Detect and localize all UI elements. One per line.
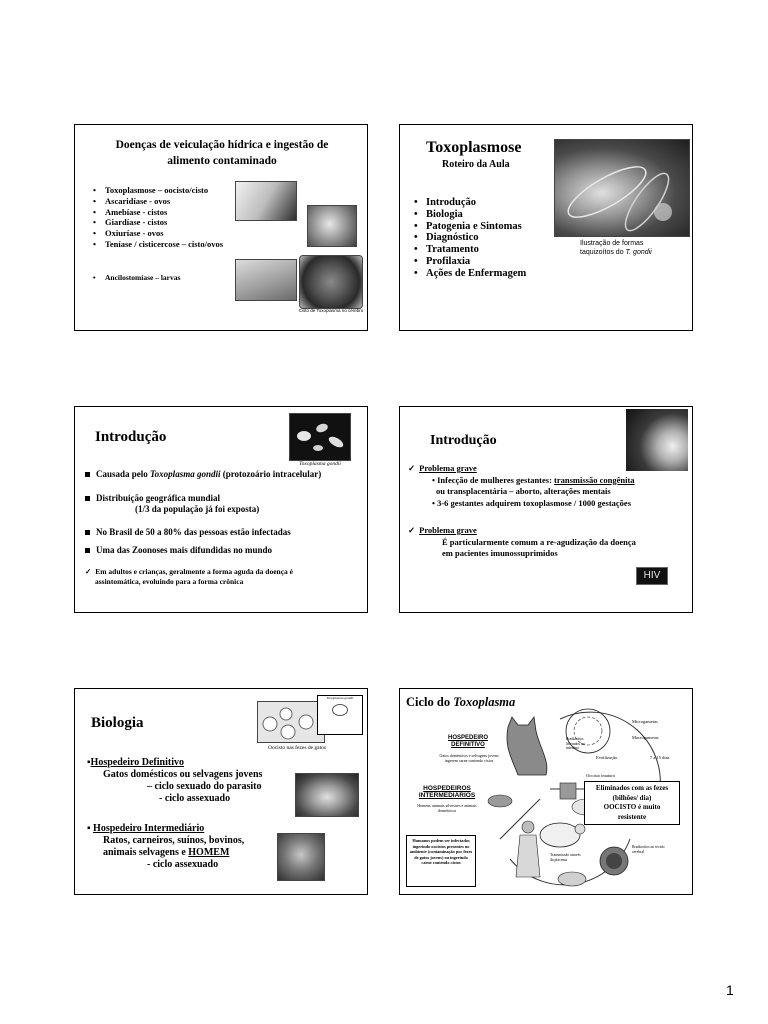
- list-item: • Oxiuríase - ovos: [91, 228, 223, 239]
- toxoplasma-micrograph: [289, 413, 351, 461]
- water-glass-photo: [235, 181, 297, 221]
- list-item: • Amebíase - cistos: [91, 207, 223, 218]
- slide-introducao-2: [399, 406, 693, 613]
- slide4-problem-1: ✓ Problema grave • Infecção de mulheres gestantes: transmissão congênita ou transplacentária – aborto, alterações mentais • 3-6 gestantes adquirem toxoplasmose / 1000 gestações: [408, 463, 635, 508]
- list-item: • Toxoplasmose – oocisto/cisto: [91, 185, 223, 196]
- label-macrogametas: Macrogametas: [632, 735, 659, 740]
- child-playing-photo: [235, 259, 297, 301]
- slide3-bullet-1: Causada pelo Toxoplasma gondii (protozoário intracelular): [85, 469, 365, 479]
- label-bradizoitos-intestino: Bradizoítos liberados no intestino: [566, 737, 585, 750]
- child-eating-photo: [307, 205, 357, 247]
- outline-item: • Biologia: [412, 209, 526, 221]
- list-item: • Giardíase - cistos: [91, 217, 223, 228]
- pregnant-belly-photo: [626, 409, 688, 471]
- list-item: • Ascaridíase - ovos: [91, 196, 223, 207]
- human-drawing: [516, 821, 540, 877]
- slide3-bullet-3: No Brasil de 50 a 80% das pessoas estão infectadas: [85, 527, 291, 537]
- outline-item: • Profilaxia: [412, 256, 526, 268]
- slide-toxoplasmose: [399, 124, 693, 331]
- label-bradizoitos-cerebro: Bradizoítos no tecido cerebral: [632, 845, 665, 854]
- check-icon: ✓: [408, 463, 416, 473]
- baby-drawing: [558, 872, 586, 886]
- slide3-bullet-5: ✓ Em adultos e crianças, geralmente a forma aguda da doença é assintomática, evoluindo para a forma crônica: [85, 567, 293, 586]
- hiv-badge: HIV: [636, 567, 668, 585]
- tachyzoite-illustration: [554, 139, 690, 237]
- slide5-intermediario: ▪ Hospedeiro Intermediário Ratos, carneiros, suínos, bovinos, animais selvagens e HOMEM - ciclo assexuado: [87, 823, 245, 870]
- slide3-bullet-2: Distribuição geográfica mundial (1/3 da população já foi exposta): [85, 493, 259, 515]
- slide5-title: Biologia: [91, 715, 144, 731]
- page-number: 1: [726, 982, 734, 998]
- brain-cyst-photo: [299, 255, 363, 309]
- list-item: • Ancilostomíase – larvas: [91, 273, 180, 282]
- cat-drawing: [507, 717, 547, 775]
- human-infection-box: Humanos podem ser infectados ingerindo oocistos presentes no ambiente (contaminação por fezes de gatos jovens) ou ingerindo carne contendo cistos: [406, 835, 476, 887]
- slide2-caption: Ilustração de formas taquizoítos do T. gondii: [580, 240, 652, 256]
- slide-doencas: [74, 124, 368, 331]
- slide4-problem-2: ✓ Problema grave É particularmente comum a re-agudização da doença em pacientes imunossuprimidos: [408, 525, 636, 558]
- label-transmissao: Transmissão através da placenta: [550, 853, 581, 862]
- cat-photo: [295, 773, 359, 817]
- parasite-drawing: [555, 140, 689, 236]
- hi-label: HOSPEDEIROS INTERMEDIÁRIOS: [418, 785, 476, 799]
- check-icon: ✓: [408, 525, 416, 535]
- inset-card: [317, 695, 363, 735]
- slide4-title: Introdução: [430, 433, 497, 448]
- slide5-definitivo: ▪Hospedeiro Definitivo Gatos domésticos ou selvagens jovens – ciclo sexuado do parasito - ciclo assexuado: [87, 757, 263, 804]
- mouse-drawing: [488, 795, 512, 807]
- outline-item: • Diagnóstico: [412, 232, 526, 244]
- hi-sub: Homem, animais silvestres e animais domésticos: [417, 803, 477, 813]
- slide-ciclo: [399, 688, 693, 895]
- slide1-caption: Cisto de Toxoplasma no cérebro: [298, 308, 364, 313]
- label-oocisto-imaturo: Oocisto imaturo: [586, 773, 616, 778]
- slide5-img-caption: Oocisto nas fezes de gatos: [267, 745, 327, 751]
- slide2-title: Toxoplasmose: [426, 139, 522, 156]
- slide1-list: [91, 185, 223, 250]
- slide2-subtitle: Roteiro da Aula: [442, 159, 510, 170]
- slide-introducao-1: [74, 406, 368, 613]
- slide2-outline: [412, 197, 526, 280]
- outline-item: • Patogenia e Sintomas: [412, 221, 526, 233]
- sheep-drawing: [540, 823, 585, 847]
- slide-biologia: [74, 688, 368, 895]
- slide3-bullet-4: Uma das Zoonoses mais difundidas no mundo: [85, 545, 272, 555]
- list-item: • Teníase / cisticercose – cisto/ovos: [91, 239, 223, 250]
- outline-item: • Introdução: [412, 197, 526, 209]
- oocyst-micrograph: [257, 701, 325, 743]
- child-photo: [277, 833, 325, 881]
- inset-title: Toxoplasma gondii: [326, 696, 354, 700]
- slide1-list-extra: [91, 273, 180, 282]
- oocyst-drawing: [560, 783, 576, 799]
- hd-label: HOSPEDEIRO DEFINITIVO: [447, 735, 488, 748]
- label-microgametas: Microgametas: [632, 719, 658, 724]
- outline-item: • Ações de Enfermagem: [412, 268, 526, 280]
- outline-item: • Tratamento: [412, 244, 526, 256]
- slide1-title-line2: alimento contaminado: [167, 155, 277, 167]
- slide3-title: Introdução: [95, 429, 167, 445]
- label-days: 7 a 15 dias: [650, 755, 670, 760]
- check-icon: ✓: [85, 567, 92, 576]
- hd-sub: Gatos domésticos e selvagens jovens ingerem carne contendo cistos: [439, 753, 499, 763]
- oocyst-info-box: Eliminados com as fezes (bilhões/ dia) OOCISTO é muito resistente: [584, 781, 680, 825]
- label-fertilizacao: Fertilização: [596, 755, 618, 760]
- slide3-img-caption: Toxoplasma gondii: [299, 461, 341, 467]
- slide1-title-line1: Doenças de veiculação hídrica e ingestão de: [115, 139, 329, 151]
- slide6-title: Ciclo do Toxoplasma: [406, 695, 516, 709]
